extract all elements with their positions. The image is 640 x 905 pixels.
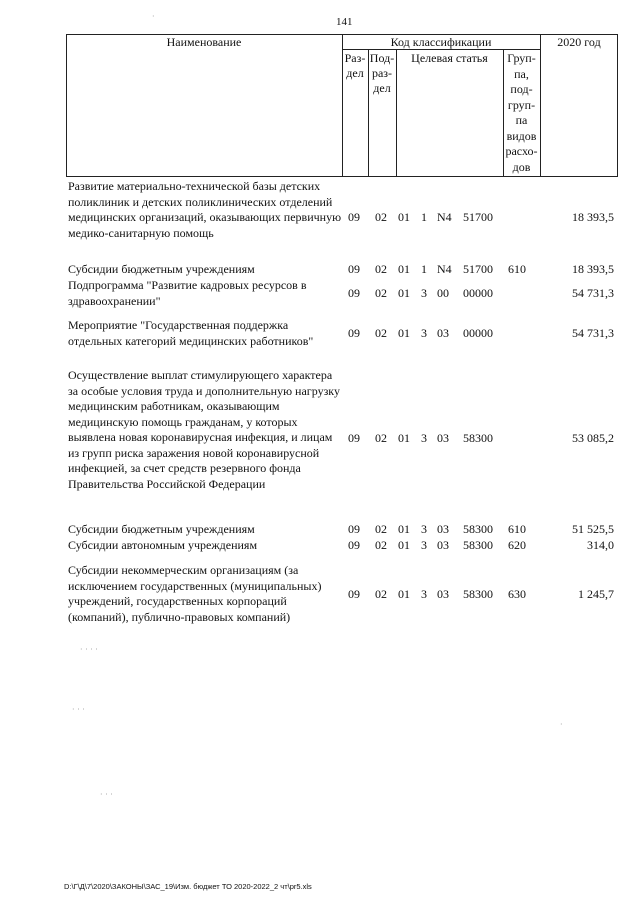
cell-amount: 54 731,3	[572, 326, 614, 340]
cell-razdel: 09	[348, 538, 360, 552]
page-number: 141	[336, 16, 353, 28]
cell-cs2: 3	[421, 431, 427, 445]
cell-cs1: 01	[398, 522, 410, 536]
row-name: Мероприятие "Государственная поддержка отдельных категорий медицинских работников"	[68, 318, 314, 348]
cell-cs4: 58300	[463, 431, 493, 445]
cell-podrazdel: 02	[375, 522, 387, 536]
cell-cs2: 3	[421, 587, 427, 601]
cell-cs1: 01	[398, 431, 410, 445]
cell-cs3: 03	[437, 587, 449, 601]
row-name: Подпрограмма "Развитие кадровых ресурсов в здравоохранении"	[68, 278, 307, 308]
header-target: Целевая статья	[411, 51, 488, 65]
cell-cs1: 01	[398, 326, 410, 340]
cell-podrazdel: 02	[375, 587, 387, 601]
cell-cs3: 03	[437, 326, 449, 340]
scan-speck: ·	[152, 12, 155, 21]
cell-razdel: 09	[348, 210, 360, 224]
cell-podrazdel: 02	[375, 431, 387, 445]
cell-razdel: 09	[348, 286, 360, 300]
scan-speck: ·	[560, 720, 563, 729]
header-subsection: Под- раз- дел	[369, 51, 395, 95]
cell-cs3: 03	[437, 538, 449, 552]
cell-cs1: 01	[398, 286, 410, 300]
cell-cs2: 1	[421, 262, 427, 276]
cell-cs4: 58300	[463, 538, 493, 552]
cell-cs4: 00000	[463, 326, 493, 340]
cell-cs3: 00	[437, 286, 449, 300]
cell-cs3: N4	[437, 210, 452, 224]
cell-razdel: 09	[348, 522, 360, 536]
row-name: Субсидии бюджетным учреждениям	[68, 262, 255, 276]
cell-vid: 630	[508, 587, 526, 601]
cell-cs2: 3	[421, 538, 427, 552]
header-section: Раз- дел	[344, 51, 366, 80]
cell-cs2: 3	[421, 326, 427, 340]
cell-razdel: 09	[348, 262, 360, 276]
cell-cs1: 01	[398, 210, 410, 224]
header-divider	[396, 49, 397, 177]
cell-amount: 54 731,3	[572, 286, 614, 300]
cell-amount: 18 393,5	[572, 262, 614, 276]
cell-cs1: 01	[398, 262, 410, 276]
row-name: Субсидии автономным учреждениям	[68, 538, 258, 552]
cell-razdel: 09	[348, 587, 360, 601]
cell-amount: 53 085,2	[572, 431, 614, 445]
cell-podrazdel: 02	[375, 262, 387, 276]
cell-cs1: 01	[398, 587, 410, 601]
cell-podrazdel: 02	[375, 326, 387, 340]
cell-podrazdel: 02	[375, 286, 387, 300]
cell-cs3: 03	[437, 431, 449, 445]
cell-cs2: 3	[421, 286, 427, 300]
row-name: Развитие материально-технической базы детских поликлиник и детских поликлинических отделений медицинских организаций, оказывающих первичную медико-санитарную помощь	[68, 179, 342, 240]
header-divider	[540, 34, 541, 177]
cell-cs2: 1	[421, 210, 427, 224]
header-group: Груп- па, под- груп- па видов расхо- дов	[505, 51, 538, 174]
cell-amount: 18 393,5	[572, 210, 614, 224]
cell-podrazdel: 02	[375, 538, 387, 552]
cell-razdel: 09	[348, 431, 360, 445]
file-path-footer: D:\Г\Д\7\2020\ЗАКОНЫ\ЗАС_19\Изм. бюджет ТО 2020-2022_2 чт\pr5.xls	[64, 882, 312, 891]
header-code-group: Код классификации	[390, 35, 492, 49]
cell-vid: 620	[508, 538, 526, 552]
row-name: Субсидии бюджетным учреждениям	[68, 522, 255, 536]
scan-speck: · · · ·	[80, 645, 98, 654]
cell-razdel: 09	[348, 326, 360, 340]
scan-speck: · · ·	[72, 705, 85, 714]
cell-amount: 1 245,7	[578, 587, 614, 601]
cell-podrazdel: 02	[375, 210, 387, 224]
cell-vid: 610	[508, 262, 526, 276]
cell-amount: 314,0	[587, 538, 614, 552]
cell-cs3: 03	[437, 522, 449, 536]
cell-cs4: 58300	[463, 522, 493, 536]
header-name: Наименование	[166, 35, 242, 49]
cell-cs4: 51700	[463, 262, 493, 276]
row-name: Осуществление выплат стимулирующего характера за особые условия труда и дополнительную нагрузку медицинским работникам, оказывающим медицинскую помощь гражданам, у которых выявлена новая коронавирусная инфекция, и лицам из групп риска заражения новой коронавирусной инфекцией, за счет средств резервного фонда Правительства Российской Федерации	[68, 368, 340, 491]
header-year: 2020 год	[557, 35, 601, 49]
cell-cs4: 58300	[463, 587, 493, 601]
cell-cs3: N4	[437, 262, 452, 276]
cell-cs1: 01	[398, 538, 410, 552]
cell-cs4: 00000	[463, 286, 493, 300]
cell-vid: 610	[508, 522, 526, 536]
cell-cs2: 3	[421, 522, 427, 536]
cell-amount: 51 525,5	[572, 522, 614, 536]
row-name: Субсидии некоммерческим организациям (за исключением государственных (муниципальных) учреждений, государственных корпораций (компаний), публично-правовых компаний)	[68, 563, 322, 624]
cell-cs4: 51700	[463, 210, 493, 224]
scan-speck: · · ·	[100, 790, 113, 799]
